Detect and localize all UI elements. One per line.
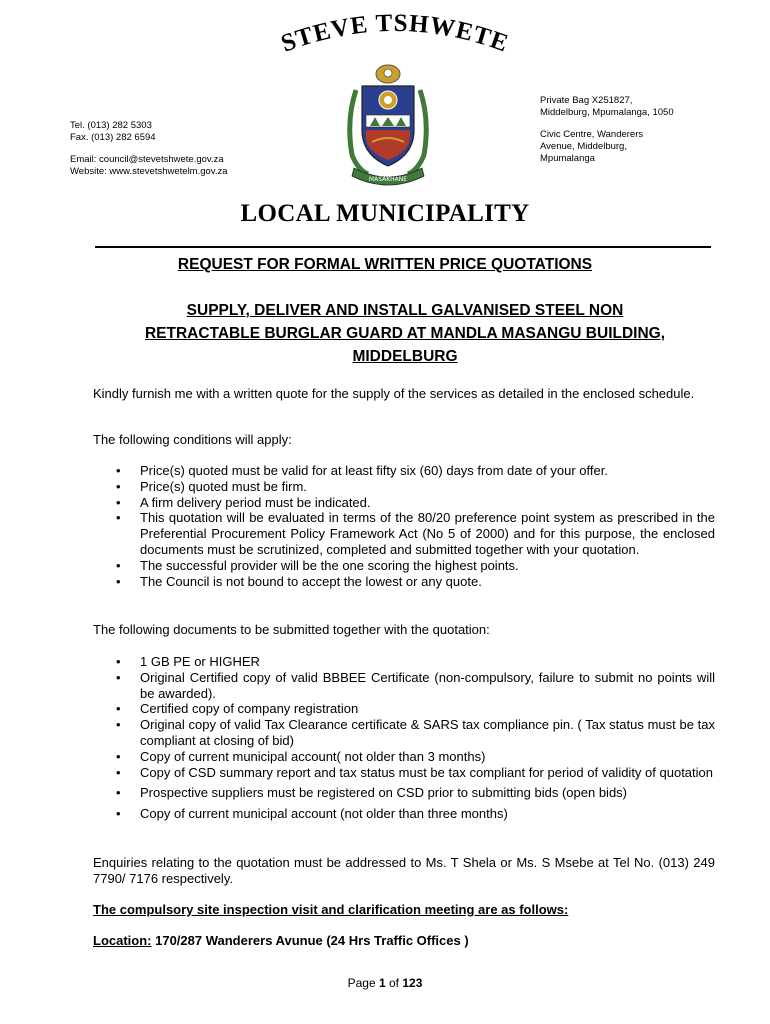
coat-of-arms-logo	[338, 60, 438, 190]
header-divider	[95, 246, 711, 248]
contact-details-right	[540, 95, 674, 165]
list-item: • 1 GB PE or HIGHER	[116, 654, 260, 669]
site-visit-heading: The compulsory site inspection visit and clarification meeting are as follows:	[93, 902, 569, 917]
enquiries-paragraph: Enquiries relating to the quotation must be addressed to Ms. T Shela or Ms. S Msebe at Tel No. (013) 249 7790/ 7176 respectively.	[93, 855, 715, 886]
list-item: • Original copy of valid Tax Clearance certificate & SARS tax compliance pin. ( Tax status must be tax compliant at closing of bid)	[116, 717, 715, 748]
telephone-number: Tel. (013) 282 5303	[70, 120, 152, 131]
local-municipality-heading: LOCAL MUNICIPALITY	[240, 200, 530, 227]
supply-title	[85, 299, 725, 368]
location-line	[93, 933, 715, 949]
conditions-list	[93, 463, 715, 589]
list-item: • This quotation will be evaluated in terms of the 80/20 preference point system as prescribed in the Preferential Procurement Policy Framework Act (No 5 of 2000) and for this purpose, the enclosed documents must be scrutinized, completed and submitted together with your quotation.	[116, 510, 715, 557]
page-footer	[0, 976, 770, 990]
website-address: Website: www.stevetshwetelm.gov.za	[70, 166, 228, 177]
list-item: • Original Certified copy of valid BBBEE Certificate (non-compulsory, failure to submit no points will be awarded).	[116, 669, 715, 701]
list-item: • The Council is not bound to accept the lowest or any quote.	[116, 573, 482, 589]
list-item: • Price(s) quoted must be valid for at least fifty six (60) days from date of your offer.	[116, 463, 608, 478]
page-number: 1	[378, 976, 386, 990]
crest-motto: MASAKHANE	[368, 176, 408, 183]
list-item: • Price(s) quoted must be firm.	[116, 478, 307, 494]
postal-address-line-1: Private Bag X251827,	[540, 95, 633, 106]
supply-title-line-2: RETRACTABLE BURGLAR GUARD AT MANDLA MASANGU BUILDING,	[144, 325, 666, 342]
physical-address-line-3: Mpumalanga	[540, 153, 595, 164]
page-prefix: Page	[347, 976, 379, 990]
list-item: • The successful provider will be the one scoring the highest points.	[116, 557, 519, 573]
fax-number: Fax. (013) 282 6594	[70, 132, 156, 143]
conditions-heading: The following conditions will apply:	[93, 432, 292, 447]
request-title: REQUEST FOR FORMAL WRITTEN PRICE QUOTATIONS	[177, 256, 593, 273]
location-value: 170/287 Wanderers Avunue (24 Hrs Traffic Offices )	[151, 933, 469, 948]
contact-details-left	[70, 120, 228, 178]
list-item: • Copy of CSD summary report and tax status must be tax compliant for period of validity of quotation	[116, 764, 713, 780]
arc-title-text: STEVE TSHWETE	[277, 9, 513, 58]
documents-heading: The following documents to be submitted together with the quotation:	[93, 622, 490, 637]
supply-title-line-1: SUPPLY, DELIVER AND INSTALL GALVANISED STEEL NON	[186, 302, 624, 319]
location-label: Location:	[93, 933, 152, 948]
list-item: • A firm delivery period must be indicated.	[116, 494, 371, 510]
physical-address-line-1: Civic Centre, Wanderers	[540, 129, 644, 140]
list-item: • Copy of current municipal account( not older than 3 months)	[116, 748, 486, 764]
page-of: of	[385, 976, 403, 990]
documents-list	[93, 654, 715, 822]
postal-address-line-2: Middelburg, Mpumalanga, 1050	[540, 107, 674, 118]
svg-text:STEVE TSHWETE	[278, 10, 513, 58]
supply-title-line-3: MIDDELBURG	[352, 348, 458, 365]
physical-address-line-2: Avenue, Middelburg,	[540, 141, 627, 152]
page-total: 123	[402, 976, 423, 990]
intro-paragraph: Kindly furnish me with a written quote for the supply of the services as detailed in the enclosed schedule.	[93, 386, 695, 401]
list-item: • Prospective suppliers must be registered on CSD prior to submitting bids (open bids)	[116, 785, 628, 801]
list-item: • Certified copy of company registration	[116, 701, 359, 717]
municipality-arc-title	[260, 6, 530, 66]
list-item: • Copy of current municipal account (not older than three months)	[116, 806, 508, 822]
email-address: Email: council@stevetshwete.gov.za	[70, 154, 224, 165]
